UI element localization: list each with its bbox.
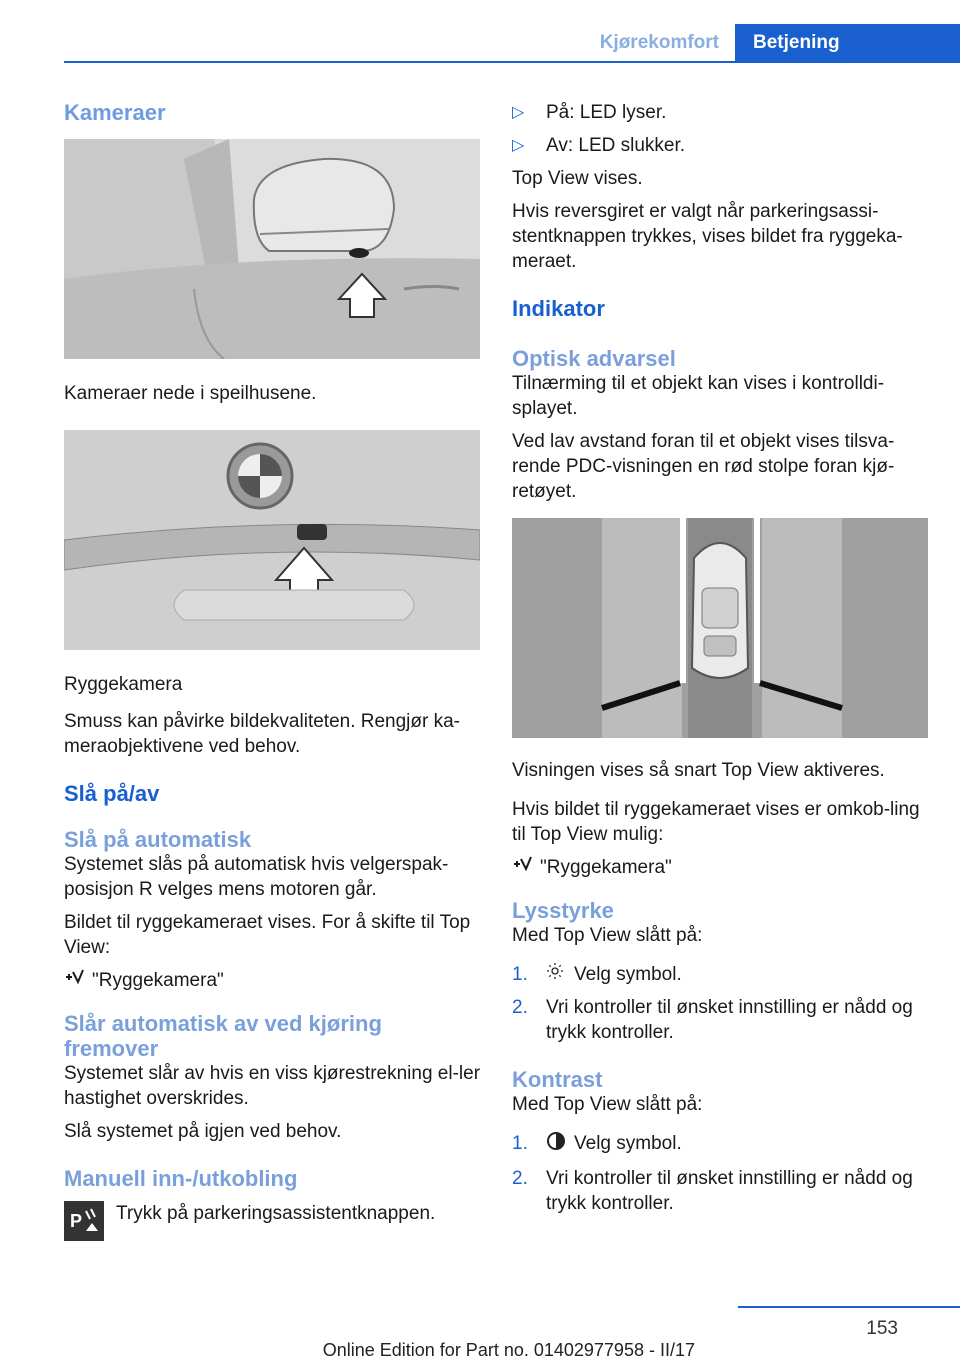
online-edition-text: Online Edition for Part no. 01402977958 - II/17 <box>322 1340 695 1360</box>
rear-camera-figure <box>64 430 480 650</box>
header-tab[interactable]: Betjening <box>735 24 960 61</box>
caption-rear-camera: Ryggekamera <box>64 674 183 695</box>
text-smuss: Smuss kan påvirke bildekvaliteten. Rengjør ka-meraobjektivene ved behov. <box>64 711 461 757</box>
text-med-top-view-2: Med Top View slått på: <box>512 1094 703 1115</box>
header-rule <box>64 61 960 63</box>
brightness-icon <box>546 962 574 987</box>
text-med-top-view-1: Med Top View slått på: <box>512 925 703 946</box>
left-column <box>64 100 480 1256</box>
contrast-icon <box>546 1131 574 1158</box>
triangle-bullet-icon: ▷ <box>512 137 525 154</box>
list-item: 1. Velg symbol. <box>512 1131 928 1158</box>
heading-manuell: Manuell inn-/utkobling <box>64 1166 298 1191</box>
camera-menu-icon <box>64 968 92 993</box>
park-assist-button-icon <box>64 1201 116 1248</box>
bullet-av: ▷ Av: LED slukker. <box>512 135 686 156</box>
heading-optisk-advarsel: Optisk advarsel <box>512 346 676 371</box>
camera-menu-icon <box>512 855 540 880</box>
heading-slaar-automatisk-av: Slår automatisk av ved kjøring fremover <box>64 1011 382 1061</box>
heading-kameraer: Kameraer <box>64 100 166 125</box>
mirror-camera-illustration <box>64 139 480 359</box>
list-item: 2. Vri kontroller til ønsket innstilling er nådd og trykk kontroller. <box>512 997 913 1043</box>
list-item: 2. Vri kontroller til ønsket innstilling er nådd og trykk kontroller. <box>512 1168 913 1214</box>
header-section[interactable]: Kjørekomfort <box>599 32 719 53</box>
heading-lysstyrke: Lysstyrke <box>512 898 614 923</box>
text-tilnaerming: Tilnærming til et objekt kan vises i kontrolldi-splayet. <box>512 373 885 419</box>
text-auto: Systemet slås på automatisk hvis velgerspak-posisjon R velges mens motoren går. <box>64 854 449 900</box>
text-ved-lav-avstand: Ved lav avstand foran til et objekt vises tilsva-rende PDC-visningen en rød stolpe foran kjø-retøyet. <box>512 431 895 502</box>
heading-slaa-paa-av: Slå på/av <box>64 781 160 806</box>
triangle-bullet-icon: ▷ <box>512 104 525 121</box>
top-view-figure <box>512 518 928 738</box>
text-trykk: Trykk på parkeringsassistentknappen. <box>116 1203 436 1224</box>
mirror-camera-figure <box>64 139 480 359</box>
park-assist-row <box>64 1201 480 1248</box>
text-igjen: Slå systemet på igjen ved behov. <box>64 1121 342 1142</box>
text-bildet: Bildet til ryggekameraet vises. For å skifte til Top View: <box>64 912 471 958</box>
caption-top-view: Visningen vises så snart Top View aktiveres. <box>512 760 885 781</box>
bullet-paa: ▷ På: LED lyser. <box>512 102 667 123</box>
page-number: 153 <box>866 1318 898 1339</box>
text-hvis-revers: Hvis reversgiret er valgt når parkeringsassi-stentknappen trykkes, vises bildet fra ryggeka-meraet. <box>512 201 903 272</box>
caption-mirror-camera: Kameraer nede i speilhusene. <box>64 383 317 404</box>
top-view-illustration <box>512 518 928 738</box>
footer-rule <box>738 1306 960 1308</box>
heading-slaa-paa-automatisk: Slå på automatisk <box>64 827 252 852</box>
svg-text:P: P <box>70 1211 83 1231</box>
text-slaar: Systemet slår av hvis en viss kjørestrekning el-ler hastighet overskrides. <box>64 1063 481 1109</box>
rear-camera-illustration <box>64 430 480 650</box>
text-ryggekamera-option: "Ryggekamera" <box>64 968 480 993</box>
right-column <box>512 100 928 1224</box>
text-ryggekamera-option-2: "Ryggekamera" <box>512 855 928 880</box>
list-item: 1. Velg symbol. <box>512 964 682 985</box>
text-omkobling: Hvis bildet til ryggekameraet vises er omkob-ling til Top View mulig: <box>512 799 920 845</box>
heading-indikator: Indikator <box>512 296 605 321</box>
text-top-view: Top View vises. <box>512 168 643 189</box>
heading-kontrast: Kontrast <box>512 1067 603 1092</box>
